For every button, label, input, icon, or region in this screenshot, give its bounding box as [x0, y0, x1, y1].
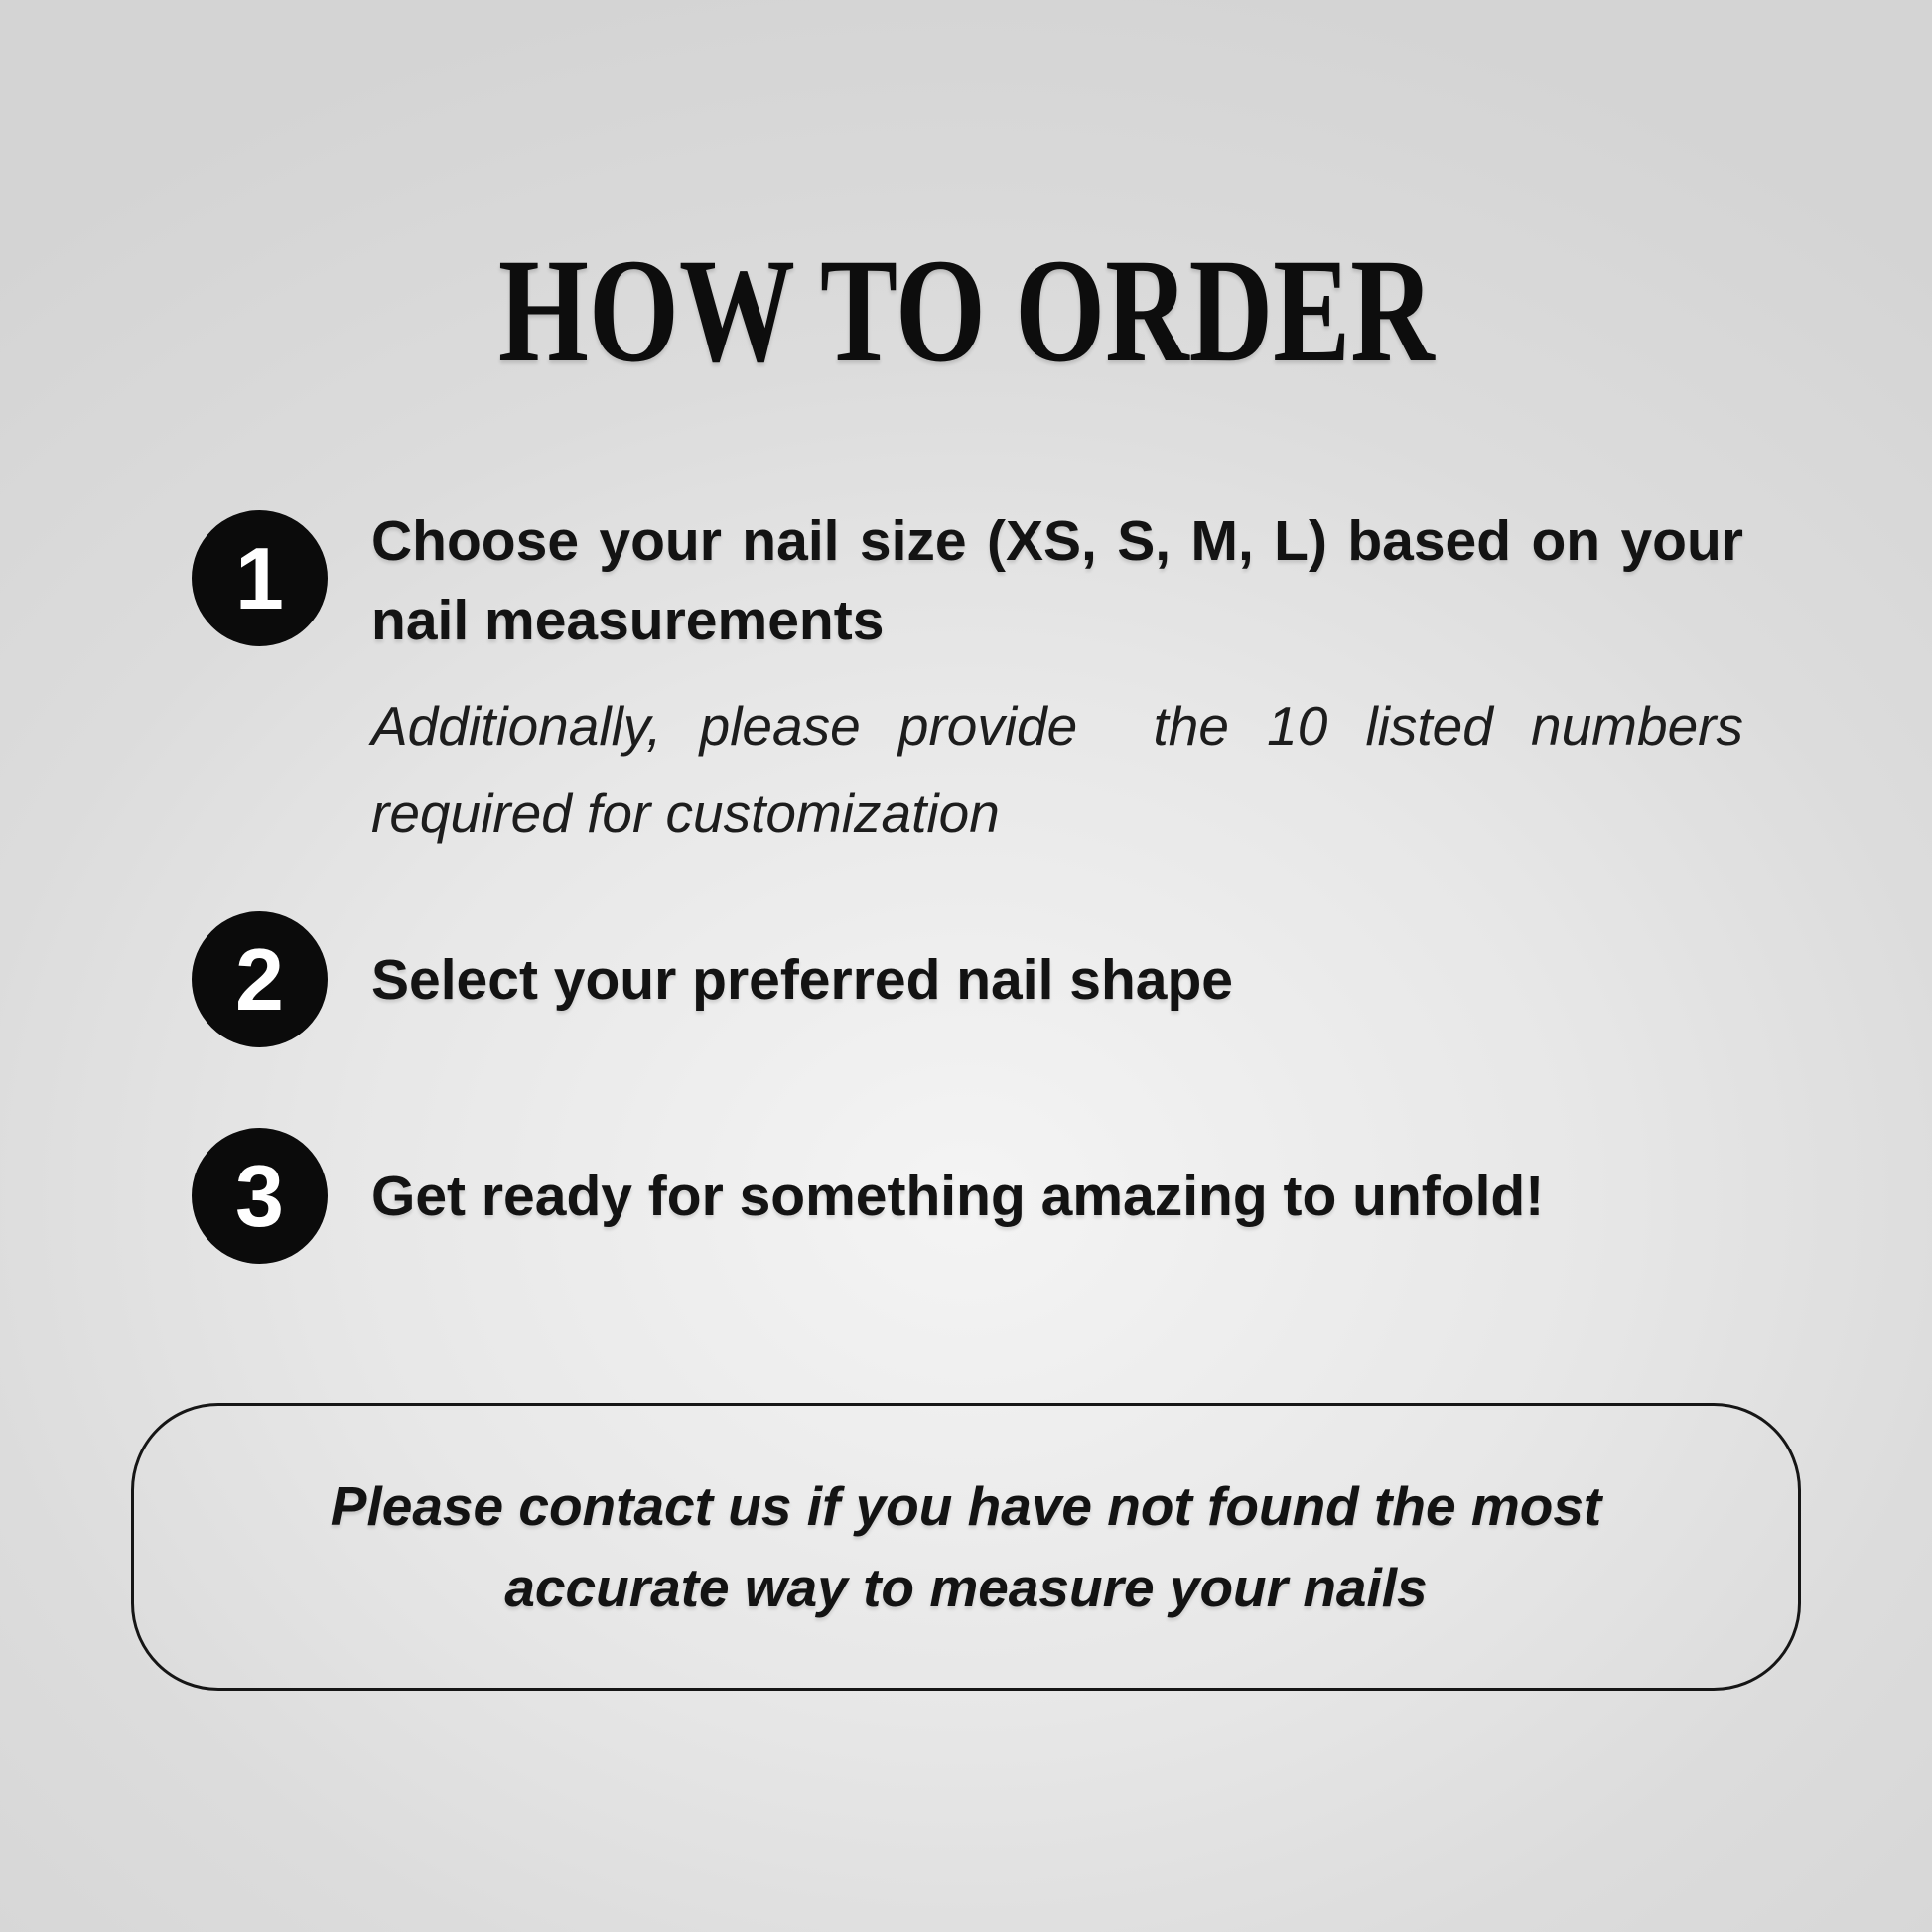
step-3-number: 3	[235, 1146, 284, 1245]
step-3-body	[371, 1157, 1743, 1236]
step-item-1	[192, 501, 1759, 857]
step-2-badge	[192, 911, 328, 1047]
step-1-body	[371, 501, 1759, 857]
step-1-number: 1	[235, 528, 284, 627]
page-title-text: HOW TO ORDER	[497, 228, 1435, 393]
step-2-number: 2	[235, 929, 284, 1029]
step-3-text: Get ready for something amazing to unfold!	[371, 1164, 1545, 1228]
contact-note-text: Please contact us if you have not found the most accurate way to measure your nails	[330, 1475, 1602, 1618]
step-2-body	[371, 940, 1743, 1020]
page-title	[0, 228, 1932, 393]
step-1-badge	[192, 510, 328, 646]
step-3-badge	[192, 1128, 328, 1264]
step-2-text: Select your preferred nail shape	[371, 947, 1233, 1012]
contact-note-box	[131, 1403, 1801, 1691]
steps-list	[192, 501, 1759, 1264]
step-item-2	[192, 911, 1743, 1047]
step-1-text: Choose your nail size (XS, S, M, L) based on your nail measurements	[371, 509, 1743, 652]
step-item-3	[192, 1128, 1743, 1264]
step-1-note: Additionally, please provide the 10 listed numbers required for customization	[371, 695, 1759, 844]
